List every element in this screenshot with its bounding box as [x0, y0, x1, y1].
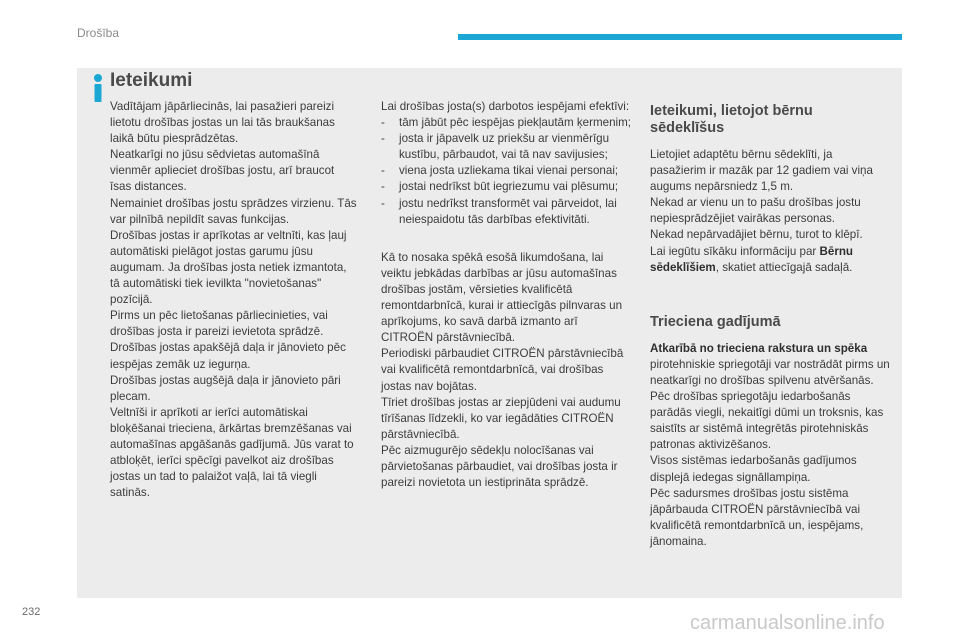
paragraph: Nekad nepārvadājiet bērnu, turot to klēpī. [650, 228, 863, 242]
list-item: - jostu nedrīkst transformēt vai pārveidot, lai neiespaidotu tās darbības efektivitāti. [381, 196, 631, 228]
paragraph: Drošības jostas augšējā daļa ir jānovieto pāri plecam. [110, 373, 341, 403]
subtitle-child-seats: Ieteikumi, lietojot bērnu sēdeklīšus [650, 103, 813, 136]
paragraph: Drošības jostas ir aprīkotas ar veltnīti, kas ļauj automātiski pielāgot jostas garumu jūsu augumam. Ja drošības josta netiek izmantota, tā automātiski tiek ievilkta "novietošanas" pozīcijā. [110, 228, 347, 307]
paragraph: Drošības jostas apakšējā daļa ir jānovieto pēc iespējas zemāk uz iegurņa. [110, 341, 346, 371]
requirements-list [381, 115, 631, 228]
info-icon [85, 72, 111, 104]
paragraph: Visos sistēmas iedarbošanās gadījumos displejā iedegas signāllampiņa. [650, 454, 857, 484]
paragraph: Lietojiet adaptētu bērnu sēdeklīti, ja pasažierim ir mazāk par 12 gadiem vai viņa augums nepārsniedz 1,5 m. [650, 148, 873, 194]
watermark: carmanualsonline.info [690, 612, 885, 634]
list-item: - jostai nedrīkst būt iegriezumu vai plēsumu; [381, 179, 631, 195]
list-intro: Lai drošības josta(s) darbotos iespējami efektīvi: [381, 100, 630, 113]
paragraph: Kā to nosaka spēkā esošā likumdošana, lai veiktu jebkādas darbības ar jūsu automašīnas drošības jostām, vērsieties kvalificētā remontdarbnīcā, kurai ir attiecīgās pilnvaras un aprīkojums, ko savā darbā izmanto arī CITROËN pārstāvniecībā. [381, 250, 623, 345]
column-2 [381, 99, 631, 491]
list-item: - josta ir jāpavelk uz priekšu ar vienmērīgu kustību, pārbaudot, vai tā nav savijusies; [381, 131, 631, 163]
column-1 [110, 99, 358, 501]
paragraph: Nekad ar vienu un to pašu drošības jostu nepiesprādzējiet vairākas personas. [650, 196, 861, 226]
paragraph: Neatkarīgi no jūsu sēdvietas automašīnā vienmēr aplieciet drošības jostu, arī braucot īsas distances. [110, 148, 335, 194]
paragraph: Pēc sadursmes drošības jostu sistēma jāpārbauda CITROËN pārstāvniecībā vai kvalificētā remontdarbnīcā un, iespējams, jānomaina. [650, 486, 864, 548]
bold-intro: Atkarībā no trieciena rakstura un spēka [650, 341, 868, 355]
paragraph: Pēc aizmugurējo sēdekļu nolocīšanas vai pārvietošanas pārbaudiet, vai drošības josta ir pareizi novietota un iestiprināta sprādzē. [381, 443, 618, 490]
page-number: 232 [22, 606, 41, 618]
subtitle-impact: Trieciena gadījumā [650, 313, 781, 330]
paragraph: Nemainiet drošības jostu sprādzes virzienu. Tās var pilnībā nepildīt savas funkcijas. [110, 196, 357, 226]
paragraph: Periodiski pārbaudiet CITROËN pārstāvniecībā vai kvalificētā remontdarbnīcā, vai drošības jostas nav bojātas. [381, 347, 624, 393]
paragraph [650, 341, 890, 454]
text: , skatiet attiecīgajā sadaļā. [715, 260, 853, 274]
column-3 [650, 99, 890, 550]
text: Lai iegūtu sīkāku informāciju par [650, 244, 820, 258]
page-title: Ieteikumi [110, 70, 193, 91]
paragraph [650, 244, 890, 276]
paragraph: Pirms un pēc lietošanas pārliecinieties, vai drošības josta ir pareizi ievietota sprādzē. [110, 309, 328, 339]
list-item: - viena josta uzliekama tikai vienai personai; [381, 163, 631, 179]
section-label: Drošība [77, 26, 120, 40]
paragraph: Tīriet drošības jostas ar ziepjūdeni vai audumu tīrīšanas līdzekli, ko var iegādāties CITROËN pārstāvniecībā. [381, 395, 621, 441]
text: pirotehniskie spriegotāji var nostrādāt pirms un neatkarīgi no drošības spilvenu atvēršanās. Pēc drošības spriegotāju iedarbošanās parādās viegli, nekaitīgi dūmi un troksnis, kas saistīts ar sistēmā integrētās pirotehniskās patronas aktivizēšanos. [650, 357, 890, 452]
header-accent-bar [458, 34, 902, 40]
child-seats-reference: Bērnu sēdeklīšiem [650, 244, 853, 274]
list-item: - tām jābūt pēc iespējas piekļautām ķermenim; [381, 115, 631, 131]
paragraph: Veltnīši ir aprīkoti ar ierīci automātiskai bloķēšanai trieciena, ārkārtas bremzēšanas vai automašīnas apgāšanās gadījumā. Jūs varat to atbloķēt, ierīci spēcīgi pavelkot aiz drošības jostas un tad to palaižot vaļā, lai tā viegli satinās. [110, 405, 354, 500]
paragraph: Vadītājam jāpārliecinās, lai pasažieri pareizi lietotu drošības jostas un lai tās braukšanas laikā būtu piesprādzētas. [110, 100, 335, 146]
